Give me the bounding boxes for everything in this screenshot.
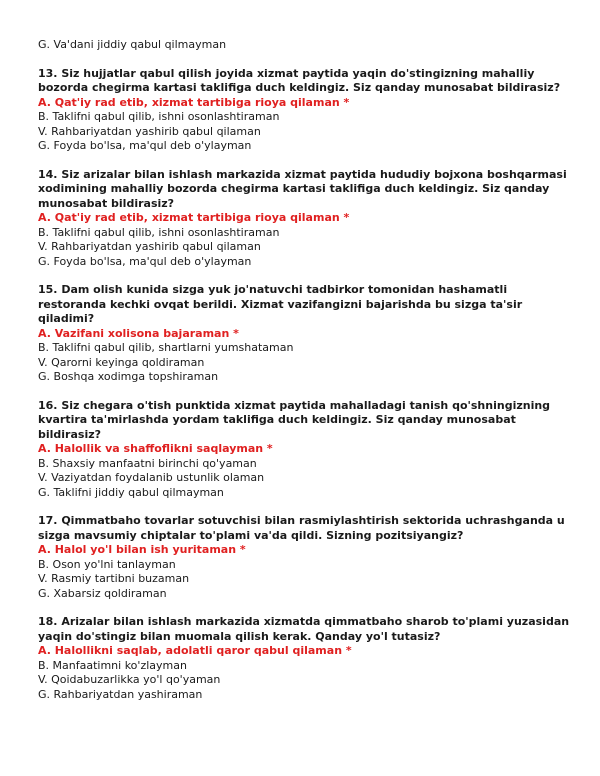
question-text-line: 18. Arizalar bilan ishlash markazida xizmatda qimmatbaho sharob to'plami yuzasidan [38,615,570,628]
question-text [38,514,566,543]
question-block [38,168,566,270]
correct-answer: A. Halollik va shaffoflikni saqlayman * [38,442,273,455]
correct-answer: A. Halollikni saqlab, adolatli qaror qabul qilaman * [38,644,352,657]
correct-answer: A. Vazifani xolisona bajaraman * [38,326,239,340]
question-text [38,67,566,96]
answer-option: G. Xabarsiz qoldiraman [38,586,167,600]
answer-option: G. Taklifni jiddiy qabul qilmayman [38,485,224,499]
question-text-line: 13. Siz hujjatlar qabul qilish joyida xizmat paytida yaqin do'stingizning mahalliy [38,66,535,80]
question-text-line: kvartira ta'mirlashda yordam taklifiga duch keldingiz. Siz qanday munosabat [38,413,516,426]
question-list [38,66,570,703]
question-text-line: 14. Siz arizalar bilan ishlash markazida xizmat paytida hududiy bojxona boshqarmasi [38,167,567,181]
answer-option: B. Shaxsiy manfaatni birinchi qo'yaman [38,456,257,470]
question-text-line: restoranda kechki ovqat berildi. Xizmat vazifangizni bajarishda bu sizga ta'sir [38,297,523,311]
question-text-line: yaqin do'stingiz bilan muomala qilish kerak. Qanday yo'l tutasiz? [38,629,441,643]
question-text-line: 15. Dam olish kunida sizga yuk jo'natuvchi tadbirkor tomonidan hashamatli [38,283,508,296]
question-text [38,283,566,327]
answer-option: V. Qarorni keyinga qoldiraman [38,355,205,369]
answer-option: B. Taklifni qabul qilib, ishni osonlashtiraman [38,110,280,123]
answer-option: G. Foyda bo'lsa, ma'qul deb o'ylayman [38,254,252,268]
question-text-line: xodimining mahalliy bozorda chegirma kartasi taklifiga duch keldingiz. Siz qanday [38,182,550,195]
question-text-line: munosabat bildirasiz? [38,196,175,210]
correct-answer: A. Qat'iy rad etib, xizmat tartibiga rioya qilaman * [38,211,350,224]
answer-option: V. Qoidabuzarlikka yo'l qo'yaman [38,673,221,686]
question-block [38,514,566,601]
question-text-line: qiladimi? [38,312,95,325]
question-text-line: bozorda chegirma kartasi taklifiga duch keldingiz. Siz qanday munosabat bildirasiz? [38,81,561,94]
question-block [38,67,566,154]
question-block [38,399,566,501]
answer-option: B. Taklifni qabul qilib, shartlarni yumshataman [38,341,294,354]
question-block [38,615,570,702]
answer-option: B. Manfaatimni ko'zlayman [38,658,187,672]
answer-option: V. Rahbariyatdan yashirib qabul qilaman [38,124,261,138]
correct-answer: A. Halol yo'l bilan ish yuritaman * [38,543,246,556]
question-text [38,615,570,644]
answer-option: V. Vaziyatdan foydalanib ustunlik olaman [38,471,265,484]
question-text-line: bildirasiz? [38,427,102,441]
correct-answer: A. Qat'iy rad etib, xizmat tartibiga rioya qilaman * [38,95,350,109]
answer-option: B. Taklifni qabul qilib, ishni osonlashtiraman [38,225,280,239]
previous-option-line: G. Va'dani jiddiy qabul qilmayman [38,38,227,51]
document-page [38,38,570,702]
question-text-line: sizga mavsumiy chiptalar to'plami va'da qildi. Sizning pozitsiyangiz? [38,528,464,542]
answer-option: B. Oson yo'lni tanlayman [38,557,176,571]
question-block [38,283,566,385]
answer-option: V. Rasmiy tartibni buzaman [38,572,190,585]
answer-option: V. Rahbariyatdan yashirib qabul qilaman [38,240,261,253]
answer-option: G. Rahbariyatdan yashiraman [38,687,203,701]
question-text-line: 16. Siz chegara o'tish punktida xizmat paytida mahalladagi tanish qo'shningizning [38,398,551,412]
question-text-line: 17. Qimmatbaho tovarlar sotuvchisi bilan rasmiylashtirish sektorida uchrashganda u [38,514,565,527]
answer-option: G. Foyda bo'lsa, ma'qul deb o'ylayman [38,139,252,152]
question-text [38,168,566,212]
question-text [38,399,566,443]
answer-option: G. Boshqa xodimga topshiraman [38,370,219,383]
